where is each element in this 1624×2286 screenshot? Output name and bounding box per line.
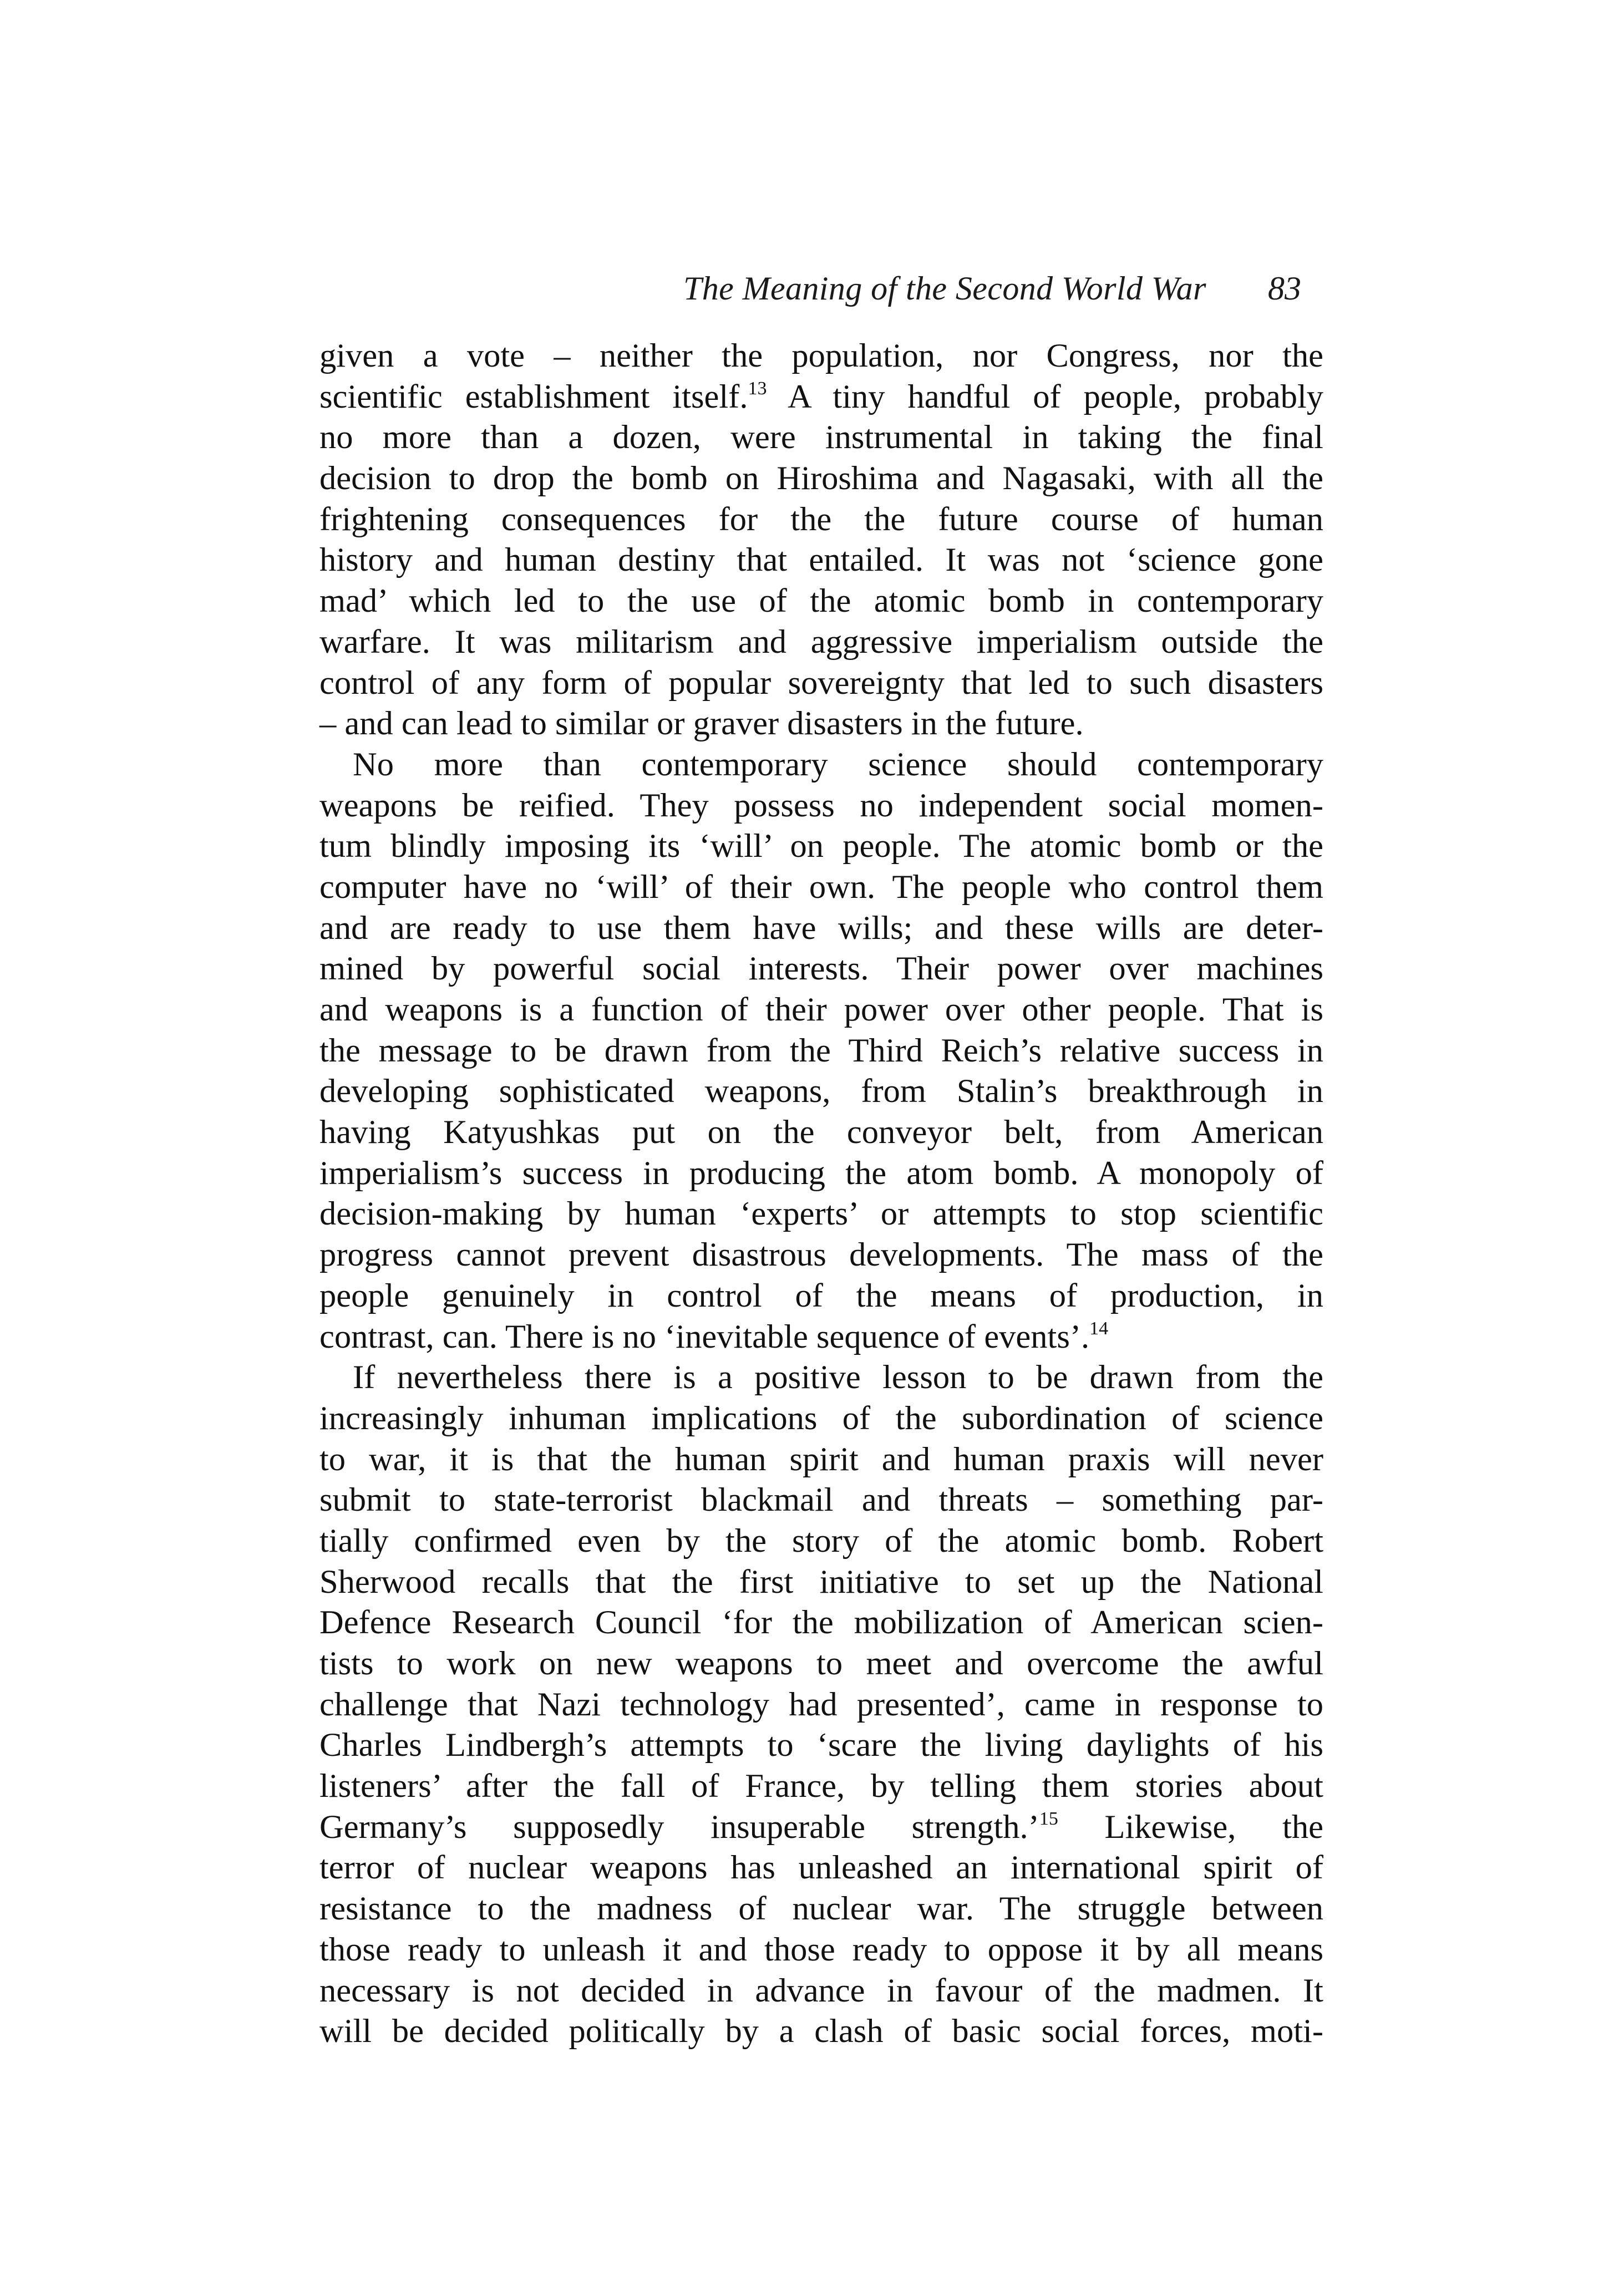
text-fragment: Germany’s supposedly insuperable strength.’ bbox=[319, 1808, 1039, 1846]
text-fragment: scientific establishment itself. bbox=[319, 378, 748, 415]
text-line: mad’ which led to the use of the atomic bomb in contemporary bbox=[319, 582, 1323, 620]
text-line: progress cannot prevent disastrous developments. The mass of the bbox=[319, 1236, 1323, 1274]
text-line: If nevertheless there is a positive lesson to be drawn from the bbox=[353, 1359, 1323, 1396]
text-line: those ready to unleash it and those ready to oppose it by all means bbox=[319, 1931, 1323, 1968]
text-fragment: Likewise, the bbox=[1104, 1808, 1323, 1846]
text-line: tists to work on new weapons to meet and overcome the awful bbox=[319, 1645, 1323, 1682]
text-line: will be decided politically by a clash of basic social forces, moti- bbox=[319, 2013, 1323, 2050]
text-line: imperialism’s success in producing the atom bomb. A monopoly of bbox=[319, 1154, 1323, 1192]
text-line: decision to drop the bomb on Hiroshima and Nagasaki, with all the bbox=[319, 460, 1323, 497]
text-line: terror of nuclear weapons has unleashed an international spirit of bbox=[319, 1849, 1323, 1887]
text-line: no more than a dozen, were instrumental in taking the final bbox=[319, 419, 1323, 456]
text-line bbox=[319, 1807, 1323, 1848]
text-fragment: contrast, can. There is no ‘inevitable sequence of events’. bbox=[319, 1318, 1090, 1355]
text-line: increasingly inhuman implications of the subordination of science bbox=[319, 1399, 1323, 1437]
text-line: decision-making by human ‘experts’ or attempts to stop scientific bbox=[319, 1195, 1323, 1233]
text-line: and weapons is a function of their power over other people. That is bbox=[319, 991, 1323, 1028]
footnote-ref-13: 13 bbox=[748, 378, 767, 399]
text-line: the message to be drawn from the Third Reich’s relative success in bbox=[319, 1032, 1323, 1069]
paragraph-2 bbox=[319, 744, 1323, 1357]
text-line: – and can lead to similar or graver disasters in the future. bbox=[319, 705, 1084, 743]
text-line: resistance to the madness of nuclear war. The struggle between bbox=[319, 1890, 1323, 1928]
footnote-ref-14: 14 bbox=[1089, 1318, 1109, 1339]
footnote-ref-15: 15 bbox=[1039, 1808, 1058, 1829]
text-line: people genuinely in control of the means of production, in bbox=[319, 1277, 1323, 1314]
text-line: warfare. It was militarism and aggressive imperialism outside the bbox=[319, 623, 1323, 661]
text-line: challenge that Nazi technology had presented’, came in response to bbox=[319, 1685, 1323, 1723]
text-line: Charles Lindbergh’s attempts to ‘scare the living daylights of his bbox=[319, 1726, 1323, 1764]
text-line: given a vote – neither the population, nor Congress, nor the bbox=[319, 337, 1323, 374]
text-line: mined by powerful social interests. Their power over machines bbox=[319, 950, 1323, 988]
text-line: No more than contemporary science should contemporary bbox=[353, 745, 1323, 783]
text-line: tially confirmed even by the story of the atomic bomb. Robert bbox=[319, 1522, 1323, 1559]
page-number: 83 bbox=[1268, 270, 1301, 307]
text-line: to war, it is that the human spirit and human praxis will never bbox=[319, 1440, 1323, 1478]
text-line: control of any form of popular sovereignty that led to such disasters bbox=[319, 664, 1323, 702]
text-line: frightening consequences for the the future course of human bbox=[319, 500, 1323, 538]
running-head-title: The Meaning of the Second World War bbox=[683, 270, 1206, 307]
text-line bbox=[319, 377, 1323, 418]
text-line: history and human destiny that entailed. It was not ‘science gone bbox=[319, 541, 1323, 579]
text-line: Defence Research Council ‘for the mobilization of American scien- bbox=[319, 1604, 1323, 1642]
text-line: and are ready to use them have wills; and these wills are deter- bbox=[319, 909, 1323, 947]
running-head bbox=[319, 263, 1323, 313]
text-line: weapons be reified. They possess no independent social momen- bbox=[319, 786, 1323, 824]
text-line: developing sophisticated weapons, from Stalin’s breakthrough in bbox=[319, 1073, 1323, 1110]
text-line: necessary is not decided in advance in favour of the madmen. It bbox=[319, 1972, 1323, 2009]
text-line: listeners’ after the fall of France, by telling them stories about bbox=[319, 1767, 1323, 1805]
text-line: submit to state-terrorist blackmail and threats – something par- bbox=[319, 1481, 1323, 1519]
text-line: having Katyushkas put on the conveyor belt, from American bbox=[319, 1114, 1323, 1151]
paragraph-1 bbox=[319, 336, 1323, 744]
text-line bbox=[319, 1317, 1323, 1358]
text-fragment: A tiny handful of people, probably bbox=[788, 378, 1323, 415]
paragraph-3 bbox=[319, 1357, 1323, 2052]
text-line: tum blindly imposing its ‘will’ on people. The atomic bomb or the bbox=[319, 827, 1323, 865]
text-line: computer have no ‘will’ of their own. The people who control them bbox=[319, 868, 1323, 906]
text-line: Sherwood recalls that the first initiative to set up the National bbox=[319, 1563, 1323, 1601]
body-text bbox=[319, 336, 1323, 2052]
